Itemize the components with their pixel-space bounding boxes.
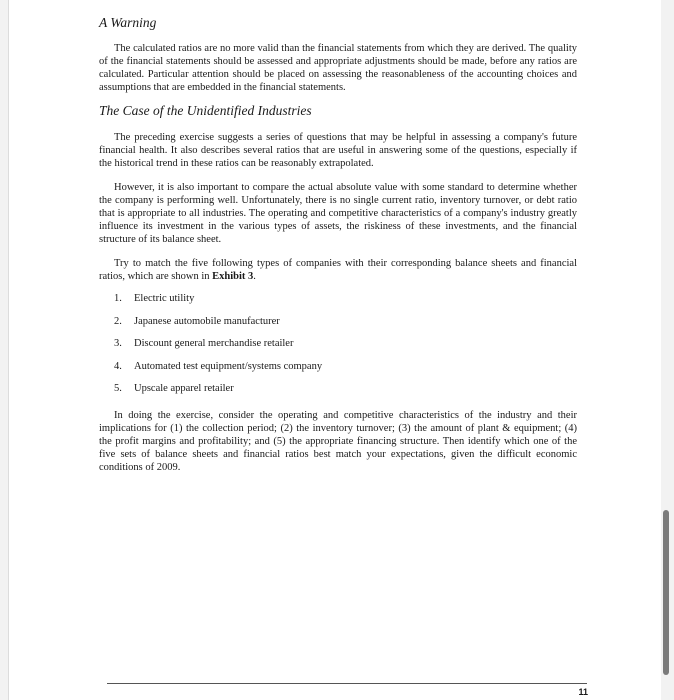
case-paragraph-3 — [99, 257, 577, 283]
list-item-number: 1. — [114, 293, 122, 304]
case-paragraph-4: In doing the exercise, consider the operating and competitive characteristics of the industry and their implications for (1) the collection period; (2) the inventory turnover; (3) the amount of plant & equipment; (4) the profit margins and profitability; and (5) the appropriate financing structure. Then identify which one of the five sets of balance sheets and financial ratios best match your expectations, given the difficult economic conditions of 2009. — [99, 410, 577, 474]
section-heading-case: The Case of the Unidentified Industries — [99, 103, 312, 118]
list-item-text: Electric utility — [134, 293, 195, 304]
list-item-number: 3. — [114, 338, 122, 350]
list-item-number: 2. — [114, 315, 122, 327]
list-item-text: Japanese automobile manufacturer — [134, 315, 280, 327]
list-item-text: Discount general merchandise retailer — [134, 338, 294, 350]
list-item — [99, 360, 577, 373]
footer-rule — [107, 683, 587, 684]
list-item — [99, 292, 577, 305]
warning-paragraph: The calculated ratios are no more valid than the financial statements from which they are derived. The quality of the financial statements should be assessed and appropriate adjustments should be made, before any ratios are calculated. Particular attention should be placed on assessing the reasonableness of the accounting choices and assumptions that are embedded in the financial statements. — [99, 43, 577, 93]
list-item-number: 4. — [114, 360, 122, 372]
list-item-number: 5. — [114, 383, 122, 395]
scrollbar-thumb[interactable] — [663, 510, 669, 675]
case-paragraph-3-lead: Try to match the five following types of companies with their corresponding balance sheets and financial ratios, which are shown in — [99, 258, 577, 282]
case-paragraph-1: The preceding exercise suggests a series of questions that may be helpful in assessing a company's future financial health. It also describes several ratios that are useful in answering some of the questions, especially if the historical trend in these ratios can be reasonably extrapolated. — [99, 132, 577, 169]
case-paragraph-3-end: . — [253, 271, 256, 282]
list-item — [99, 382, 577, 395]
case-paragraph-2: However, it is also important to compare the actual absolute value with some standard to determine whether the company is performing well. Unfortunately, there is no single current ratio, inventory turnover, or debt ratio that is appropriate to all industries. The operating and competitive characteristics of a company's industry greatly influence its investment in the various types of assets, the riskiness of these investments, and the financial structure of its balance sheet. — [99, 182, 577, 245]
page-content — [99, 14, 577, 474]
page-number: 11 — [578, 687, 588, 697]
list-item — [99, 337, 577, 350]
exhibit-reference: Exhibit 3 — [212, 271, 254, 282]
section-heading-warning: A Warning — [99, 15, 157, 30]
company-type-list — [99, 292, 577, 395]
list-item — [99, 315, 577, 328]
list-item-text: Upscale apparel retailer — [134, 383, 234, 395]
list-item-text: Automated test equipment/systems company — [134, 360, 323, 372]
